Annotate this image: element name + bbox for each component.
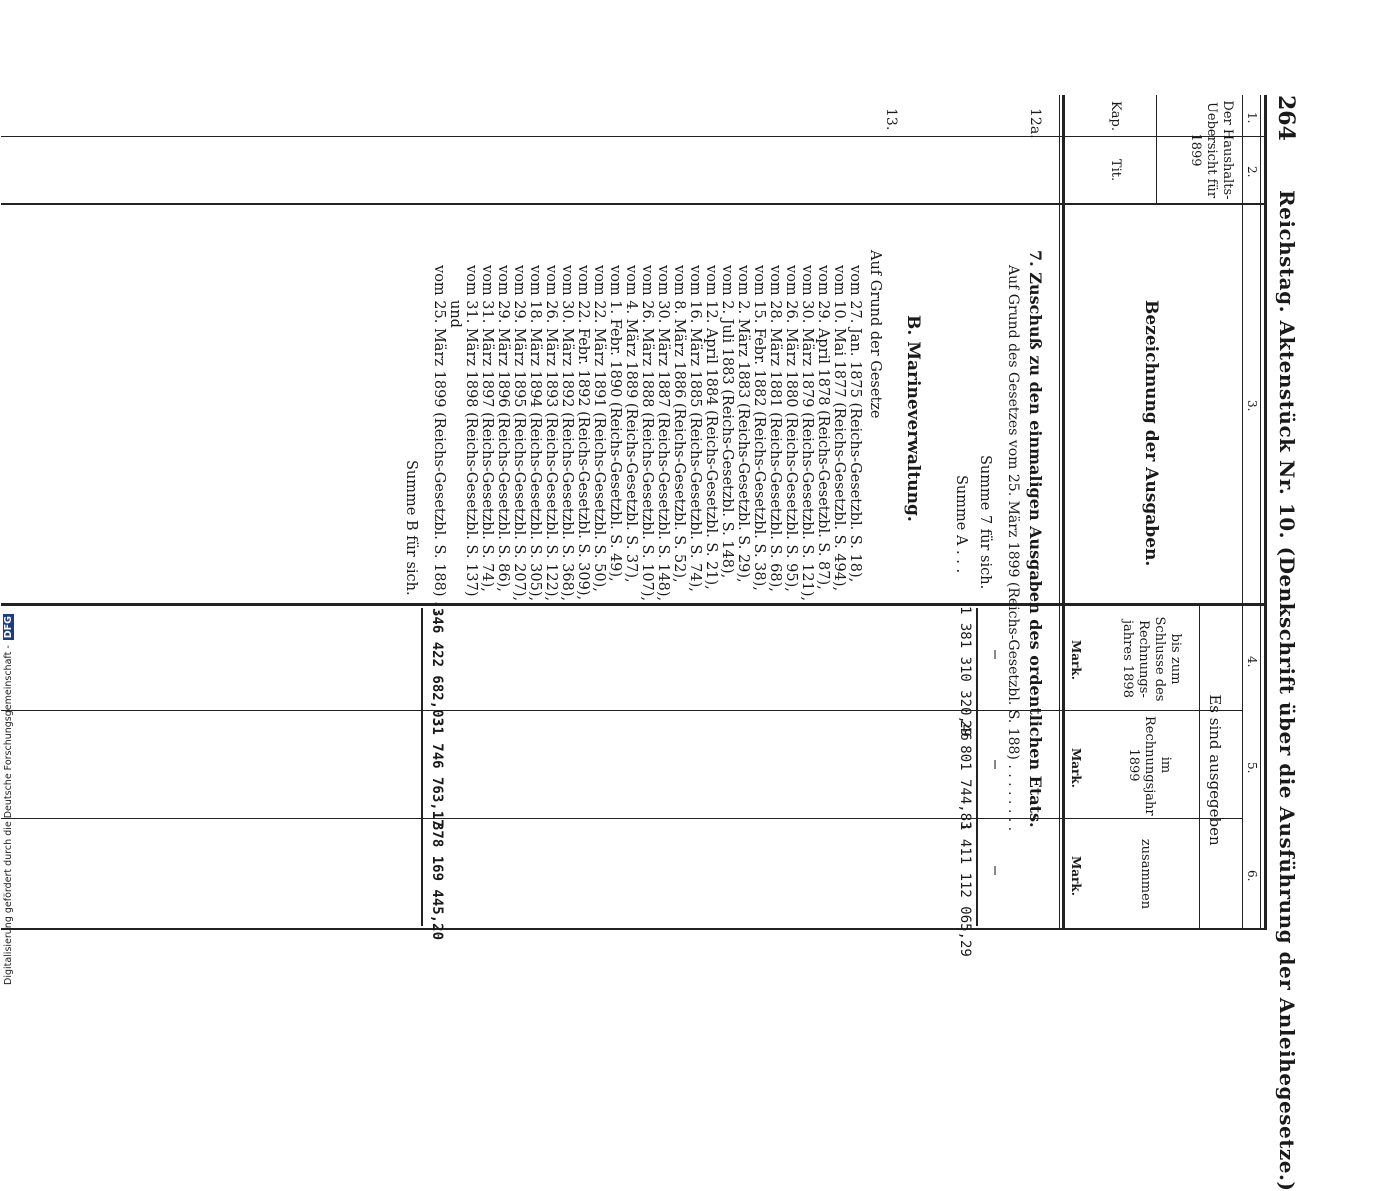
- table-top-rule-thin: [1260, 95, 1261, 930]
- page-header: [1265, 0, 1305, 1191]
- rule-c4-c5: [1, 710, 1243, 711]
- sumB-label: Summe B für sich.: [403, 460, 419, 596]
- sum7-label: Summe 7 für sich.: [977, 455, 993, 590]
- sectionB-title: B. Marineverwaltung.: [903, 315, 923, 522]
- law-row: vom 28. März 1881 (Reichs-Gesetzbl. S. 68),: [767, 265, 783, 592]
- law-row-und: und: [447, 300, 463, 328]
- law-row: vom 8. März 1886 (Reichs-Gesetzbl. S. 52),: [671, 265, 687, 583]
- sum7-c4-dash: —: [987, 650, 1005, 660]
- sumA-c6: 1 411 112 065,29: [957, 822, 973, 957]
- running-title: Reichstag. Aktenstück Nr. 10. (Denkschrift über die Ausführung der Anleihegesetze.): [1275, 190, 1299, 1191]
- law-row: vom 30. März 1887 (Reichs-Gesetzbl. S. 148),: [655, 265, 671, 602]
- sum7-rule: [976, 608, 978, 926]
- header-bottom-rule: [1062, 95, 1065, 930]
- kap-13: 13.: [883, 108, 899, 131]
- col12-group-rule: [1156, 95, 1157, 203]
- colnum-4: 4.: [1245, 656, 1259, 668]
- sumB-c5: 31 746 763,17: [429, 718, 445, 828]
- kap-12a: 12a.: [1027, 108, 1043, 139]
- law-row: vom 25. März 1899 (Reichs-Gesetzbl. S. 188) . .: [431, 265, 447, 615]
- rule-right: [1, 928, 1267, 930]
- col6-unit: Mark.: [1069, 856, 1083, 896]
- section7-title: 7. Zuschuß zu den einmaligen Ausgaben des ordentlichen Etats.: [1026, 250, 1045, 828]
- col4-header: bis zum Schlusse des Rechnungs-jahres 1898: [1120, 616, 1183, 702]
- col5-header: im Rechnungsjahr 1899: [1126, 716, 1173, 816]
- column-number-rule: [1242, 95, 1243, 930]
- law-row: vom 22. Febr. 1892 (Reichs-Gesetzbl. S. 309),: [575, 265, 591, 601]
- law-row: vom 26. März 1888 (Reichs-Gesetzbl. S. 107),: [639, 265, 655, 602]
- page-number: 264: [1273, 95, 1299, 141]
- law-row: vom 26. März 1893 (Reichs-Gesetzbl. S. 122),: [543, 265, 559, 602]
- colnum-3: 3.: [1245, 400, 1259, 412]
- col5-unit: Mark.: [1069, 748, 1083, 788]
- sumA-label: Summe A . . .: [953, 475, 969, 574]
- spent-group-rule: [1199, 605, 1200, 930]
- law-row: vom 30. März 1892 (Reichs-Gesetzbl. S. 368),: [559, 265, 575, 602]
- tit-label: Tit.: [1108, 158, 1123, 182]
- sumA-c4: 1 381 310 320,46: [957, 606, 973, 741]
- header-bottom-rule-thin: [1059, 95, 1060, 930]
- desc-header: Bezeichnung der Ausgaben.: [1141, 300, 1161, 567]
- law-row: vom 27. Jan. 1875 (Reichs-Gesetzbl. S. 18),: [847, 265, 863, 583]
- sum7-c6-dash: —: [987, 866, 1005, 876]
- sumB-c6: 378 169 445,20: [429, 822, 445, 941]
- col12-group-label: Der Haushalts-Uebersicht für 1899: [1188, 100, 1235, 200]
- law-row: vom 2. März 1883 (Reichs-Gesetzbl. S. 29),: [735, 265, 751, 583]
- law-row: vom 12. April 1884 (Reichs-Gesetzbl. S. 21),: [703, 265, 719, 590]
- law-row: vom 29. April 1878 (Reichs-Gesetzbl. S. 87),: [815, 265, 831, 590]
- section7-law: Auf Grund des Gesetzes vom 25. März 1899 (Reichs-Gesetzbl. S. 188) . . . . . . . .: [1005, 265, 1021, 832]
- colnum-5: 5.: [1245, 762, 1259, 774]
- law-row: vom 18. März 1894 (Reichs-Gesetzbl. S. 305),: [527, 265, 543, 602]
- table-top-rule: [1264, 95, 1267, 930]
- sumB-c4: 346 422 682,03: [429, 608, 445, 727]
- law-row: vom 4. März 1889 (Reichs-Gesetzbl. S. 37),: [623, 265, 639, 583]
- rule-tit-desc: [1, 203, 1267, 205]
- law-row: vom 16. März 1885 (Reichs-Gesetzbl. S. 74),: [687, 265, 703, 592]
- rule-kap-tit: [1, 136, 1267, 137]
- kap-label: Kap.: [1108, 101, 1123, 131]
- credit-text: Digitalisierung gefördert durch die Deutsche Forschungsgemeinschaft -: [3, 645, 14, 985]
- law-row: vom 22. März 1891 (Reichs-Gesetzbl. S. 50),: [591, 265, 607, 592]
- sumA-c5: 29 801 744,83: [957, 720, 973, 830]
- law-row: vom 29. März 1895 (Reichs-Gesetzbl. S. 207),: [511, 265, 527, 602]
- law-row: vom 26. März 1880 (Reichs-Gesetzbl. S. 95),: [783, 265, 799, 592]
- colnum-1: 1.: [1245, 112, 1259, 124]
- law-row: vom 31. März 1897 (Reichs-Gesetzbl. S. 74),: [479, 265, 495, 592]
- sum7-c5-dash: —: [987, 760, 1005, 770]
- col6-header: zusammen: [1138, 838, 1153, 910]
- rule-desc-c4: [1, 603, 1267, 606]
- col4-unit: Mark.: [1069, 640, 1083, 680]
- law-row: vom 29. März 1896 (Reichs-Gesetzbl. S. 86),: [495, 265, 511, 592]
- sectionB-intro: Auf Grund der Gesetze: [867, 250, 883, 419]
- dfg-logo: DFG: [3, 616, 14, 639]
- law-row: vom 10. Mai 1877 (Reichs-Gesetzbl. S. 494),: [831, 265, 847, 592]
- rule-c5-c6: [1, 818, 1243, 819]
- law-row: vom 1. Febr. 1890 (Reichs-Gesetzbl. S. 49),: [607, 265, 623, 582]
- law-row: vom 31. März 1898 (Reichs-Gesetzbl. S. 137): [463, 265, 479, 597]
- colnum-6: 6.: [1245, 870, 1259, 882]
- colnum-2: 2.: [1245, 166, 1259, 178]
- law-row: vom 2. Juli 1883 (Reichs-Gesetzbl. S. 148),: [719, 265, 735, 579]
- spent-group-label: Es sind ausgegeben: [1206, 694, 1224, 846]
- law-row: vom 15. Febr. 1882 (Reichs-Gesetzbl. S. 38),: [751, 265, 767, 591]
- digitization-credit: [3, 605, 15, 985]
- law-row: vom 30. März 1879 (Reichs-Gesetzbl. S. 121),: [799, 265, 815, 602]
- sumB-rule: [421, 608, 423, 926]
